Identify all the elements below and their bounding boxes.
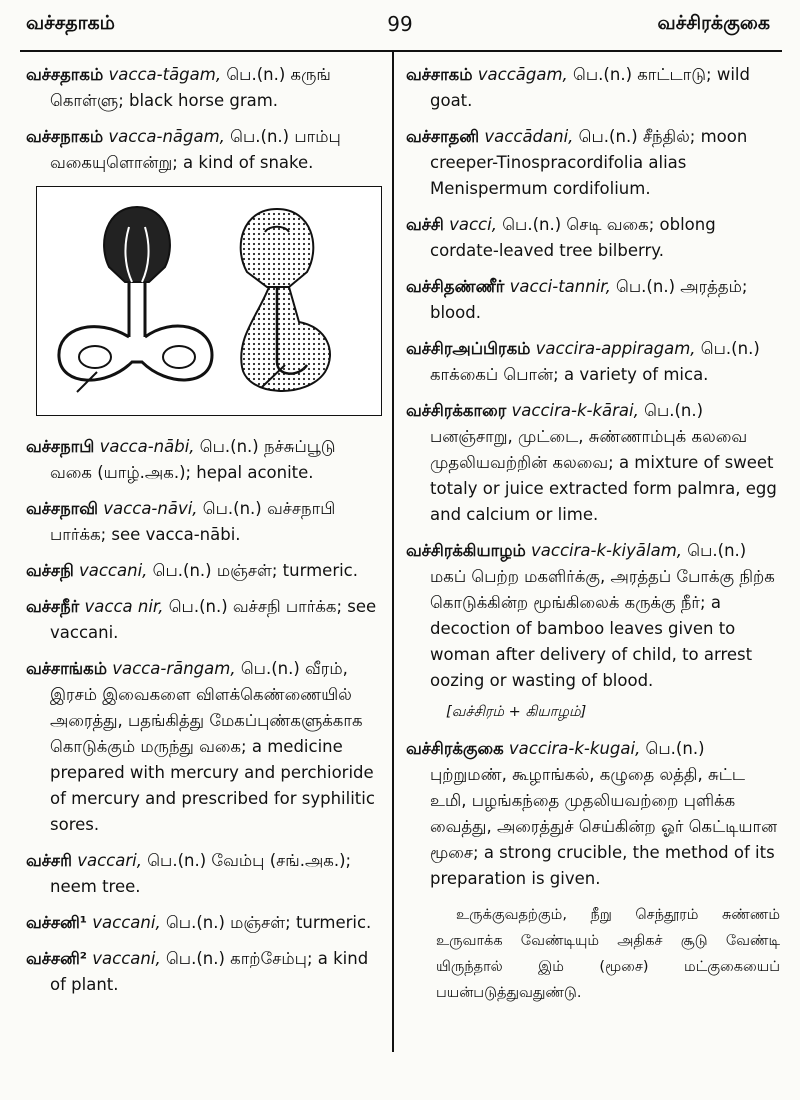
entry-headword: வச்சநாபி [26,437,95,456]
usage-note: உருக்குவதற்கும், நீறு செந்தூரம் சுண்ணம் உருவாக்க வேண்டியும் அதிகச் சூடு வேண்டி யிருந்தால் இம் (மூசை) மட்குகையைப் பயன்படுத்துவதுண்டு. [436,907,780,1001]
entry-headword: வச்சிரக்குகை [406,739,504,758]
header-rule [20,50,782,52]
dictionary-entry [26,558,378,584]
page-number: 99 [387,12,413,36]
entry-headword: வச்சதாகம் [26,65,104,84]
entry-definition: பெ.(n.) வச்சநாபி பார்க்க; see vacca-nābi. [50,499,336,544]
dictionary-entry [26,946,378,998]
entry-transliteration: vacci, [449,215,497,234]
entry-headword: வச்சநாவி [26,499,99,518]
dictionary-entry [406,398,780,528]
entry-definition: பெ.(n.) வீரம், இரசம் இவைகளை விளக்கெண்ணையில் அரைத்து, பதங்கித்து மேகப்புண்களுக்காக கொடுக்கும் மருந்து வகை; a medicine prepared with mercury and perchioride of mercury and prescribed for syphilitic sores. [50,659,375,834]
cobra-right [241,209,330,391]
dictionary-entry [26,62,378,114]
entry-transliteration: vaccani, [92,949,161,968]
entry-transliteration: vacca nir, [84,597,164,616]
snake-illustration [36,186,382,416]
entry-headword: வச்சநீர் [26,597,80,616]
entry-definition: பெ.(n.) மஞ்சள்; turmeric. [160,913,372,932]
entry-headword: வச்சநி [26,561,74,580]
cobra-left [59,207,212,392]
dictionary-entry [406,336,780,388]
cobra-figure [37,187,381,415]
dictionary-entry [406,62,780,114]
entry-headword: வச்சிரஅப்பிரகம் [406,339,531,358]
entry-transliteration: vaccani, [78,561,148,580]
entry-headword: வச்சிரக்காரை [406,401,507,420]
dictionary-entry [26,656,378,838]
entry-transliteration: vaccari, [77,851,142,870]
entry-transliteration: vaccira-k-kiyālam, [531,541,683,560]
dictionary-entry [26,496,378,548]
entry-definition: பெ.(n.) வேம்பு (சங்.அக.); neem tree. [50,851,352,896]
entry-transliteration: vaccira-k-kārai, [511,401,639,420]
entry-headword: வச்சாதனி [406,127,480,146]
right-column [406,62,780,1006]
etymology-note: [வச்சிரம் + கியாழம்] [446,704,587,720]
dictionary-entry [406,538,780,694]
entry-transliteration: vaccira-appiragam, [535,339,696,358]
page-header [0,0,800,52]
entry-transliteration: vaccira-k-kugai, [508,739,641,758]
entry-transliteration: vacci-tannir, [509,277,611,296]
entry-definition: பெ.(n.) வச்சநி பார்க்க; see vaccani. [50,597,377,642]
entry-transliteration: vacca-nāvi, [103,499,198,518]
entry-headword: வச்சாகம் [406,65,473,84]
dictionary-entry [26,910,378,936]
entry-headword: வச்சாங்கம் [26,659,107,678]
entry-transliteration: vaccādani, [484,127,574,146]
entry-definition: பெ.(n.) அரத்தம்; blood. [430,277,748,322]
dictionary-entry [26,848,378,900]
entry-definition: பெ.(n.) புற்றுமண், கூழாங்கல், கழுதை லத்தி, சுட்ட உமி, பழங்கந்தை முதலியவற்றை புளிக்க வைத்து, அரைத்துச் செய்கின்ற ஓர் கெட்டியான மூசை; a strong crucible, the method of its preparation is given. [430,739,778,888]
entry-definition: பெ.(n.) காற்சேம்பு; a kind of plant. [50,949,369,994]
entry-headword: வச்சிதண்ணீர் [406,277,505,296]
entry-headword: வச்சனி² [26,949,88,968]
entry-definition: பெ.(n.) காக்கைப் பொன்; a variety of mica. [430,339,760,384]
dictionary-entry [406,212,780,264]
dictionary-entry [26,124,378,176]
entry-definition: பெ.(n.) பனஞ்சாறு, முட்டை, சுண்ணாம்புக் கலவை முதலியவற்றின் கலவை; a mixture of sweet totaly or juice extracted form palmra, egg and calcium or lime. [430,401,777,524]
entry-transliteration: vacca-nāgam, [108,127,225,146]
entry-definition: பெ.(n.) மகப் பெற்ற மகளிர்க்கு, அரத்தப் போக்கு நிற்க கொடுக்கின்ற மூங்கிலைக் கருக்கு நீர்; a decoction of bamboo leaves given to woman after delivery of child, to arrest oozing or wasting of blood. [430,541,775,690]
dictionary-entry [406,736,780,892]
entry-headword: வச்சி [406,215,444,234]
dictionary-entry [26,434,378,486]
running-head-right: வச்சிரக்குகை [657,12,770,34]
entry-transliteration: vaccāgam, [477,65,568,84]
left-column [26,62,378,1008]
running-head-left: வச்சதாகம் [26,12,115,34]
entry-definition: பெ.(n.) செடி வகை; oblong cordate-leaved tree bilberry. [430,215,716,260]
column-divider [392,52,394,1052]
entry-headword: வச்சனி¹ [26,913,88,932]
entry-headword: வச்சிரக்கியாழம் [406,541,526,560]
dictionary-entry [26,594,378,646]
entry-definition: பெ.(n.) காட்டாடு; wild goat. [430,65,750,110]
entry-definition: பெ.(n.) பாம்பு வகையுளொன்று; a kind of snake. [50,127,341,172]
entry-transliteration: vaccani, [92,913,161,932]
entry-headword: வச்சரி [26,851,72,870]
entry-transliteration: vacca-rāngam, [112,659,236,678]
entry-headword: வச்சநாகம் [26,127,104,146]
dictionary-entry [406,274,780,326]
entry-definition: பெ.(n.) சீந்தில்; moon creeper-Tinospracordifolia alias Menispermum cordifolium. [430,127,748,198]
dictionary-entry [406,124,780,202]
entry-transliteration: vacca-tāgam, [108,65,222,84]
entry-definition: பெ.(n.) கருங் கொள்ளு; black horse gram. [50,65,331,110]
entry-definition: பெ.(n.) மஞ்சள்; turmeric. [147,561,358,580]
entry-transliteration: vacca-nābi, [99,437,195,456]
entry-definition: பெ.(n.) நச்சுப்பூடு வகை (யாழ்.அக.); hepal aconite. [50,437,336,482]
